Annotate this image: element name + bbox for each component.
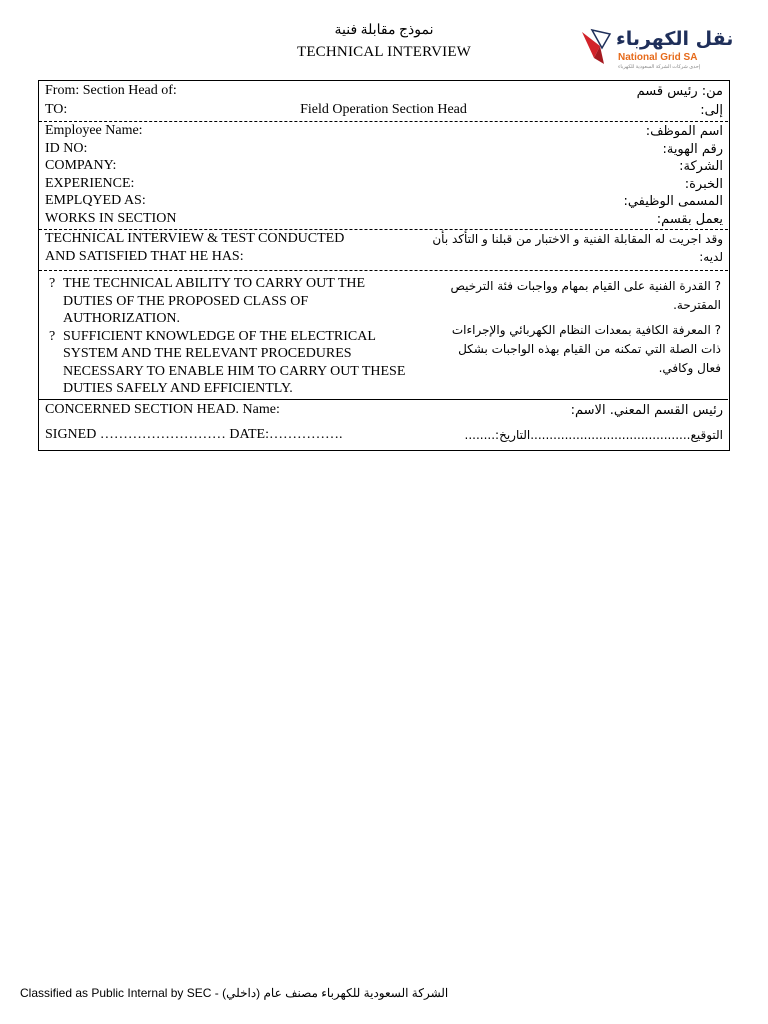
conditions-english — [49, 275, 409, 398]
company-label: COMPANY: — [45, 158, 117, 173]
company-logo — [580, 26, 734, 72]
logo-subtitle: إحدى شركات الشركة السعودية للكهرباء — [618, 64, 701, 70]
from-label: From: Section Head of: — [45, 83, 177, 98]
logo-name-english: National Grid SA — [618, 52, 698, 63]
works-in-section-label-arabic: يعمل بقسم: — [656, 211, 723, 227]
statement-line-2: AND SATISFIED THAT HE HAS: — [45, 249, 244, 264]
condition-text: THE TECHNICAL ABILITY TO CARRY OUT THE DUTIES OF THE PROPOSED CLASS OF AUTHORIZATION. — [63, 276, 366, 326]
statement-line-2-arabic: لديه: — [699, 250, 723, 264]
employee-name-label-arabic: اسم الموظف: — [645, 124, 723, 139]
classification-footer: Classified as Public Internal by SEC - (الشركة السعودية للكهرباء مصنف عام (داخلي — [20, 986, 449, 1000]
employed-as-label: EMPLQYED AS: — [45, 193, 146, 208]
bullet-marker: ? — [49, 276, 56, 291]
statement-line-1: TECHNICAL INTERVIEW & TEST CONDUCTED — [45, 231, 345, 246]
condition-item-arabic — [431, 277, 721, 315]
section-head-name-label: CONCERNED SECTION HEAD. Name: — [45, 402, 280, 417]
condition-text-arabic: المعرفة الكافية بمعدات النظام الكهربائي والإجراءات ذات الصلة التي تمكنه من القيام بهذه الواجبات بشكل فعال وكافي. — [451, 323, 721, 375]
title-english: TECHNICAL INTERVIEW — [296, 44, 472, 60]
condition-item-arabic — [431, 321, 721, 378]
condition-text: SUFFICIENT KNOWLEDGE OF THE ELECTRICAL SYSTEM AND THE RELEVANT PROCEDURES NECESSARY TO ENABLE HIM TO CARRY OUT THESE DUTIES SAFELY AND EFFICIENTLY. — [63, 328, 406, 396]
condition-text-arabic: القدرة الفنية على القيام بمهام وواجبات فئة الترخيص المقترحة. — [450, 279, 721, 312]
section-divider — [39, 270, 728, 271]
section-divider — [39, 229, 728, 230]
experience-label: EXPERIENCE: — [45, 175, 135, 191]
conditions-arabic — [431, 277, 721, 384]
bullet-marker: ? — [49, 328, 56, 344]
statement-line-1-arabic: وقد اجريت له المقابلة الفنية و الاختبار من قبلنا و التأكد بأن — [432, 232, 723, 246]
employee-name-label: Employee Name: — [45, 123, 143, 138]
to-label-arabic: إلى: — [700, 103, 723, 118]
page-header — [0, 0, 768, 80]
section-divider — [39, 399, 728, 400]
bullet-marker: ? — [714, 323, 721, 337]
from-label-arabic: من: رئيس قسم — [636, 84, 723, 99]
signed-date-line-arabic: التوقيع..........................................التاريخ:........ — [464, 428, 723, 442]
logo-name-arabic: نقل الكهرباء — [616, 28, 734, 50]
works-in-section-label: WORKS IN SECTION — [45, 210, 177, 226]
section-divider — [39, 121, 728, 122]
condition-item — [49, 328, 409, 398]
experience-label-arabic: الخبرة: — [684, 176, 723, 192]
section-head-name-label-arabic: رئيس القسم المعني. الاسم: — [570, 403, 723, 418]
employed-as-label-arabic: المسمى الوظيفي: — [623, 194, 723, 209]
id-no-label: ID NO: — [45, 140, 88, 156]
bullet-marker: ? — [714, 279, 721, 293]
to-label: TO: — [45, 102, 68, 117]
company-label-arabic: الشركة: — [679, 159, 723, 174]
id-no-label-arabic: رقم الهوية: — [662, 141, 723, 157]
signed-date-line: SIGNED ……………………… DATE:……………. — [45, 427, 343, 442]
national-grid-flame-logo-icon — [580, 28, 614, 68]
condition-item — [49, 275, 409, 328]
title-arabic: نموذج مقابلة فنية — [334, 23, 434, 38]
to-value: Field Operation Section Head — [300, 102, 467, 117]
interview-form — [38, 80, 730, 451]
